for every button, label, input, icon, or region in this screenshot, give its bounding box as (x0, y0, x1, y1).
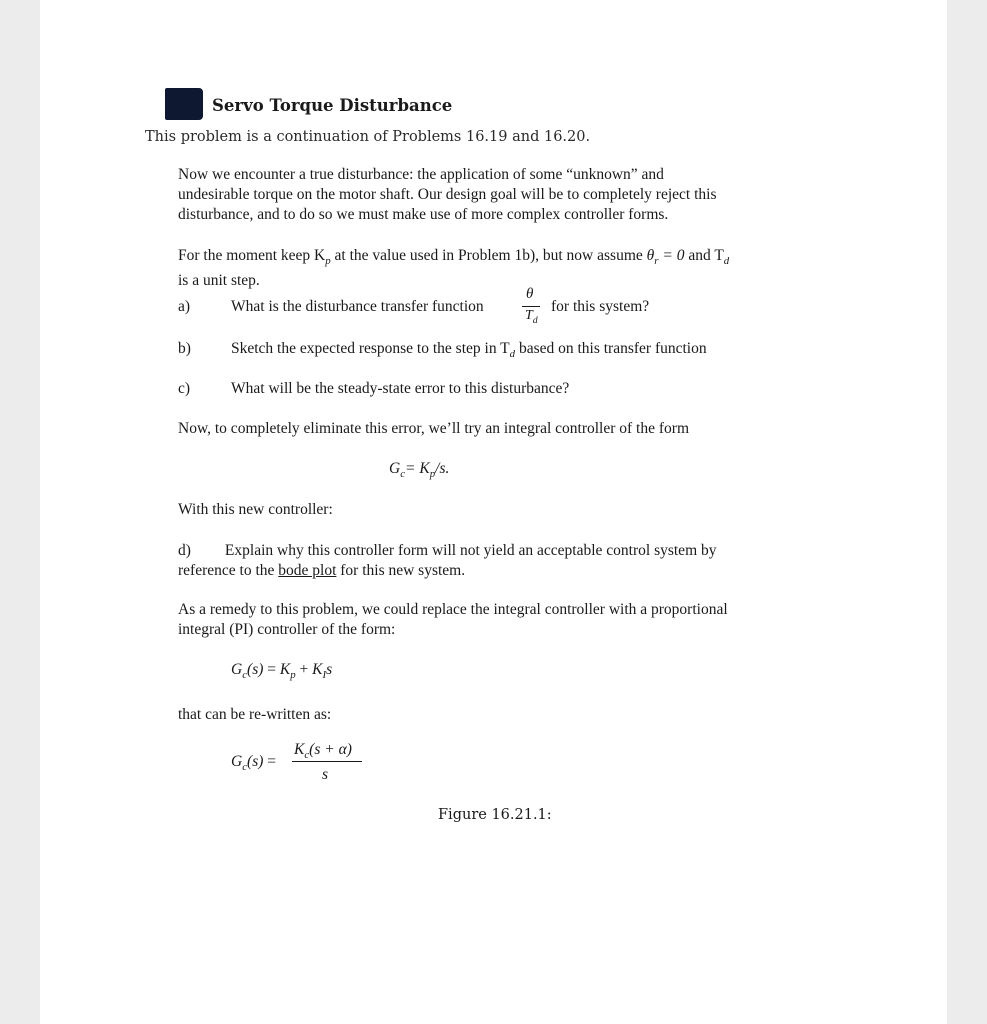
item-d-text: Explain why this controller form will not yield an acceptable control system by (224, 542, 717, 559)
paragraph-rewritten: that can be re-written as: (178, 706, 332, 723)
pi-fraction-numerator: $K_c(s + \alpha)$ (294, 741, 352, 762)
fraction-bar (522, 306, 540, 307)
document-page (40, 0, 947, 1024)
paragraph-integral-controller: Now, to completely eliminate this error, we’ll try an integral controller of the form (178, 420, 690, 437)
p5-line2: integral (PI) controller of the form: (178, 621, 396, 638)
problem-title: Servo Torque Disturbance (212, 96, 453, 115)
p1-line3: disturbance, and to do so we must make use of more complex controller forms. (178, 206, 669, 223)
equation-pi-rewritten-lhs: $G_c(s)$ = (231, 753, 277, 774)
p2-line2: is a unit step. (178, 272, 260, 290)
pi-fraction-bar (292, 761, 362, 762)
figure-caption: Figure 16.21.1: (438, 807, 552, 823)
paragraph-new-controller: With this new controller: (178, 501, 333, 518)
fraction-numerator: θ (526, 286, 534, 302)
item-c-label: c) (178, 380, 191, 397)
paragraph-assumptions (178, 246, 729, 291)
pi-fraction-denominator: s (322, 766, 329, 783)
title-marker (165, 88, 203, 120)
bode-plot-link[interactable]: bode plot (278, 562, 337, 579)
item-b-text: Sketch the expected response to the step in $T_d$ based on this transfer function (231, 340, 707, 361)
item-a-text: What is the disturbance transfer function (231, 298, 484, 315)
pi-fraction (292, 740, 362, 786)
item-a-label: a) (178, 298, 191, 315)
item-b-label: b) (178, 340, 191, 357)
item-d-label: d) (178, 542, 191, 559)
fraction-denominator: $T_d$ (525, 308, 538, 326)
p1-line1: Now we encounter a true disturbance: the application of some “unknown” and (178, 166, 664, 183)
paragraph-pi-remedy (178, 600, 728, 640)
item-a-tail: for this system? (551, 298, 650, 315)
equation-integral-controller: $G_c= K_p/s$. (389, 460, 450, 481)
transfer-function-fraction (522, 286, 540, 330)
item-c-text: What will be the steady-state error to this disturbance? (231, 380, 570, 397)
intro-text: This problem is a continuation of Problems 16.19 and 16.20. (145, 129, 591, 145)
equation-pi-controller: $G_c(s) = K_p + K_Is$ (231, 661, 333, 682)
item-d: d) Explain why this controller form will not yield an acceptable control system by reference to the bode plot for this new system. (178, 542, 717, 579)
p2-line1: For the moment keep $K_p$ at the value used in Problem 1b), but now assume $\theta_r = 0$ and $T_d$ (178, 247, 730, 268)
p1-line2: undesirable torque on the motor shaft. Our design goal will be to completely reject this (178, 186, 717, 203)
p5-line1: As a remedy to this problem, we could replace the integral controller with a proportional (178, 601, 728, 618)
paragraph-disturbance (178, 165, 717, 225)
